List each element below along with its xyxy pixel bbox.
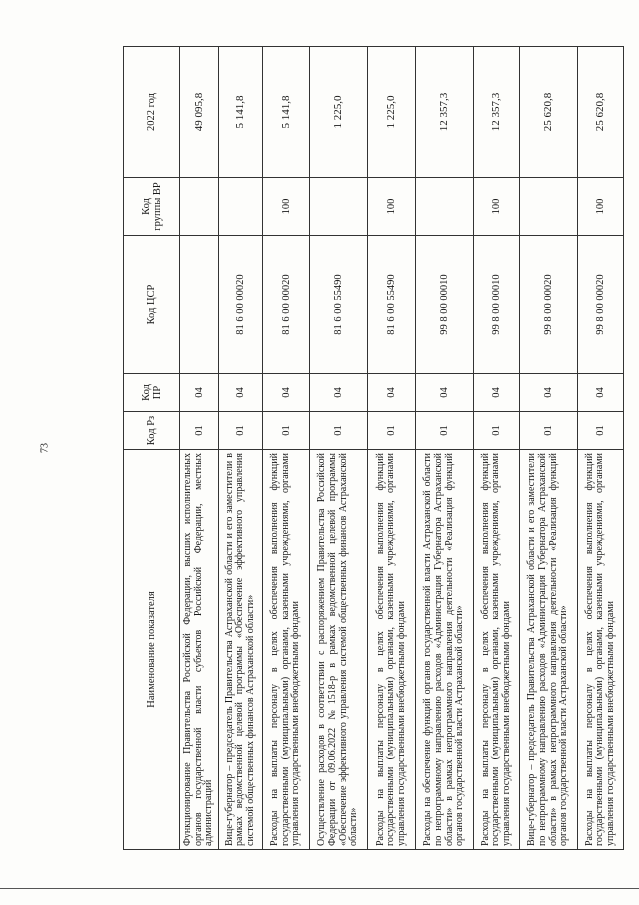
row-pr: 04 <box>474 374 520 412</box>
row-amount: 5 141,8 <box>263 47 310 178</box>
page-number: 73 <box>39 443 51 453</box>
row-name: Расходы на выплаты персоналу в целях обеспечения выполнения функций государственными (муниципальными) органами, казенными учреждениями, органами управления государственными внебюджетными фондами <box>578 450 624 850</box>
table-row <box>474 47 520 850</box>
row-vr <box>219 178 263 236</box>
row-amount: 1 225,0 <box>310 47 368 178</box>
row-vr <box>416 178 474 236</box>
row-csr <box>180 236 219 374</box>
table-row <box>180 47 219 850</box>
row-rz: 01 <box>474 412 520 450</box>
scan-edge-line <box>0 888 639 889</box>
row-rz: 01 <box>263 412 310 450</box>
row-name: Вице-губернатор – председатель Правительства Астраханской области и его заместители в рамках ведомственной целевой программы «Обеспечение эффективного управления системой общественных финансов Астраханской области» <box>219 450 263 850</box>
row-amount: 5 141,8 <box>219 47 263 178</box>
row-pr: 04 <box>520 374 578 412</box>
row-vr: 100 <box>368 178 416 236</box>
row-pr: 04 <box>368 374 416 412</box>
header-pr: Код ПР <box>124 374 180 412</box>
row-vr: 100 <box>578 178 624 236</box>
row-csr: 99 8 00 00010 <box>416 236 474 374</box>
row-amount: 12 357,3 <box>416 47 474 178</box>
budget-table <box>123 46 624 850</box>
rotated-table-wrapper <box>123 47 616 850</box>
row-amount: 25 620,8 <box>578 47 624 178</box>
table-row <box>219 47 263 850</box>
row-rz: 01 <box>219 412 263 450</box>
row-amount: 49 095,8 <box>180 47 219 178</box>
table-row <box>310 47 368 850</box>
table-row <box>578 47 624 850</box>
row-name: Осуществление расходов в соответствии с распоряжением Правительства Российской Федерации от 09.06.2022 №1518-р в рамках ведомственной целевой программы «Обеспечение эффективного управления системой общественных финансов Астраханской области» <box>310 450 368 850</box>
row-rz: 01 <box>416 412 474 450</box>
row-vr: 100 <box>474 178 520 236</box>
row-vr <box>310 178 368 236</box>
row-pr: 04 <box>180 374 219 412</box>
header-vr: Код группы ВР <box>124 178 180 236</box>
row-name: Функционирование Правительства Российской Федерации, высших исполнительных органов государственной власти субъектов Российской Федерации, местных администраций <box>180 450 219 850</box>
row-name: Расходы на выплаты персоналу в целях обеспечения выполнения функций государственными (муниципальными) органами, казенными учреждениями, органами управления государственными внебюджетными фондами <box>368 450 416 850</box>
table-row <box>263 47 310 850</box>
row-vr <box>520 178 578 236</box>
row-csr: 99 8 00 00020 <box>520 236 578 374</box>
header-year: 2022 год <box>124 47 180 178</box>
row-csr: 81 6 00 00020 <box>263 236 310 374</box>
row-csr: 81 6 00 00020 <box>219 236 263 374</box>
row-name: Вице-губернатор – председатель Правительства Астраханской области и его заместители по непрограммному направлению расходов «Администрация Губернатора Астраханской области» в рамках непрограммного направления деятельности «Реализация функций органов государственной власти Астраханской области» <box>520 450 578 850</box>
table-row <box>520 47 578 850</box>
row-csr: 99 8 00 00010 <box>474 236 520 374</box>
table-header-row <box>124 47 180 850</box>
row-pr: 04 <box>310 374 368 412</box>
header-name: Наименование показателя <box>124 450 180 850</box>
row-amount: 25 620,8 <box>520 47 578 178</box>
row-csr: 81 6 00 55490 <box>368 236 416 374</box>
row-name: Расходы на выплаты персоналу в целях обеспечения выполнения функций государственными (муниципальными) органами, казенными учреждениями, органами управления государственными внебюджетными фондами <box>474 450 520 850</box>
budget-table-area <box>123 47 616 850</box>
row-rz: 01 <box>368 412 416 450</box>
row-rz: 01 <box>578 412 624 450</box>
row-pr: 04 <box>578 374 624 412</box>
table-row <box>416 47 474 850</box>
row-name: Расходы на выплаты персоналу в целях обеспечения выполнения функций государственными (муниципальными) органами, казенными учреждениями, органами управления государственными внебюджетными фондами <box>263 450 310 850</box>
row-rz: 01 <box>520 412 578 450</box>
row-rz: 01 <box>310 412 368 450</box>
table-row <box>368 47 416 850</box>
header-csr: Код ЦСР <box>124 236 180 374</box>
row-amount: 1 225,0 <box>368 47 416 178</box>
row-amount: 12 357,3 <box>474 47 520 178</box>
row-csr: 81 6 00 55490 <box>310 236 368 374</box>
row-vr <box>180 178 219 236</box>
row-rz: 01 <box>180 412 219 450</box>
row-vr: 100 <box>263 178 310 236</box>
row-pr: 04 <box>416 374 474 412</box>
header-rz: Код Рз <box>124 412 180 450</box>
row-csr: 99 8 00 00020 <box>578 236 624 374</box>
row-pr: 04 <box>263 374 310 412</box>
row-pr: 04 <box>219 374 263 412</box>
row-name: Расходы на обеспечение функций органов государственной власти Астраханской области по непрограммному направлению расходов «Администрация Губернатора Астраханской области» в рамках непрограммного направления деятельности «Реализация функций органов государственной власти Астраханской области» <box>416 450 474 850</box>
